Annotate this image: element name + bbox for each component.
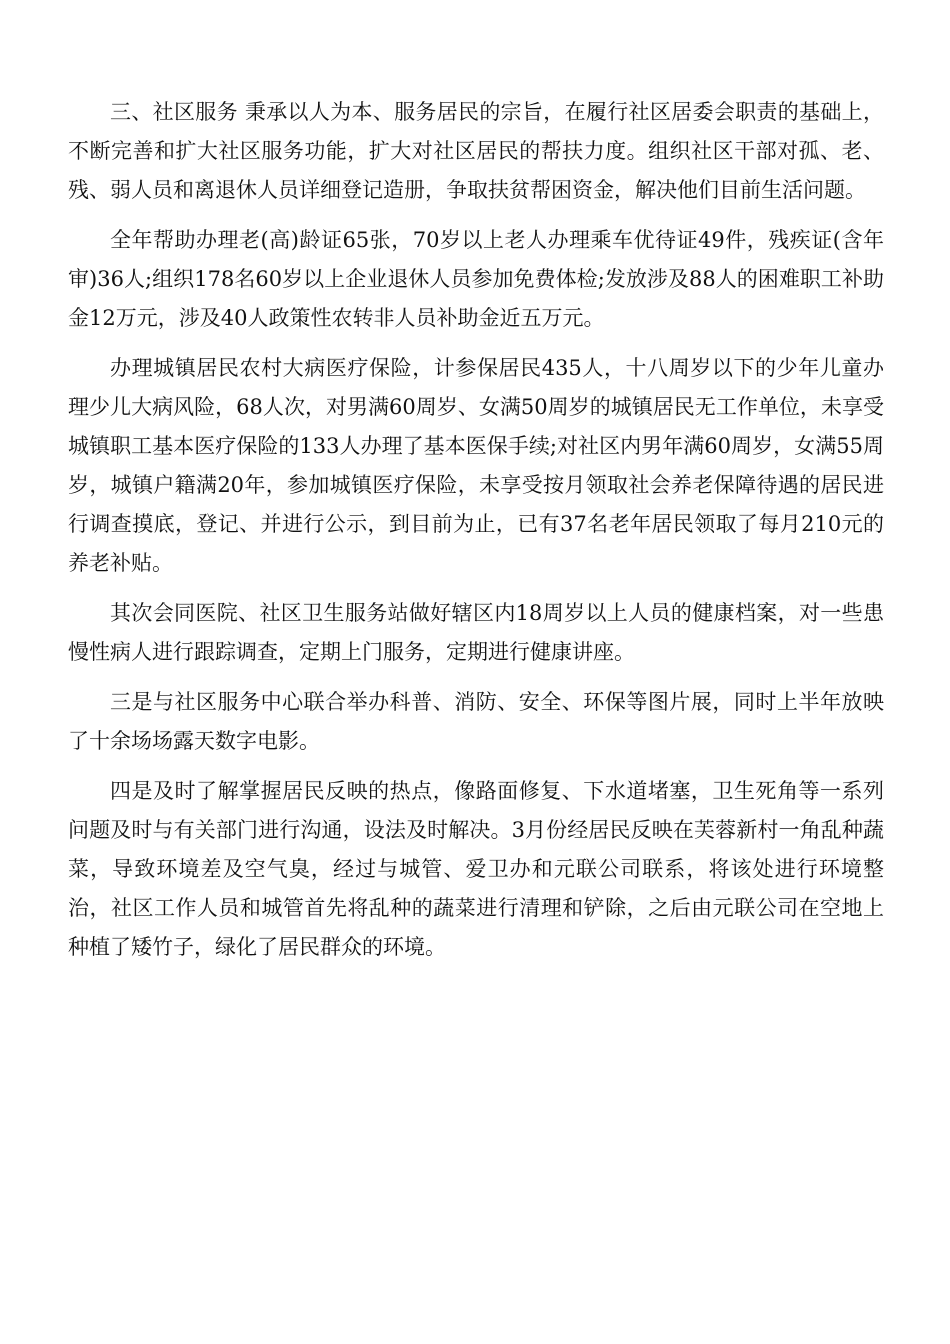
document-body	[68, 93, 884, 978]
paragraph-community-service: 三、社区服务 秉承以人为本、服务居民的宗旨，在履行社区居委会职责的基础上，不断完善和扩大社区服务功能，扩大对社区居民的帮扶力度。组织社区干部对孤、老、残、弱人员和离退休人员详细登记造册，争取扶贫帮困资金，解决他们目前生活问题。	[68, 100, 884, 202]
paragraph-medical-insurance: 办理城镇居民农村大病医疗保险，计参保居民435人，十八周岁以下的少年儿童办理少儿大病风险，68人次，对男满60周岁、女满50周岁的城镇居民无工作单位，未享受城镇职工基本医疗保险的133人办理了基本医保手续;对社区内男年满60周岁，女满55周岁，城镇户籍满20年，参加城镇医疗保险，未享受按月领取社会养老保障待遇的居民进行调查摸底，登记、并进行公示，到目前为止，已有37名老年居民领取了每月210元的养老补贴。	[68, 356, 884, 575]
paragraph-exhibitions-films: 三是与社区服务中心联合举办科普、消防、安全、环保等图片展，同时上半年放映了十余场场露天数字电影。	[68, 690, 884, 753]
paragraph-resident-issues: 四是及时了解掌握居民反映的热点，像路面修复、下水道堵塞，卫生死角等一系列问题及时与有关部门进行沟通，设法及时解决。3月份经居民反映在芙蓉新村一角乱种蔬菜，导致环境差及空气臭，经过与城管、爱卫办和元联公司联系，将该处进行环境整治，社区工作人员和城管首先将乱种的蔬菜进行清理和铲除，之后由元联公司在空地上种植了矮竹子，绿化了居民群众的环境。	[68, 779, 884, 959]
paragraph-health-records: 其次会同医院、社区卫生服务站做好辖区内18周岁以上人员的健康档案，对一些患慢性病人进行跟踪调查，定期上门服务，定期进行健康讲座。	[68, 601, 884, 664]
paragraph-certificates-subsidies: 全年帮助办理老(高)龄证65张，70岁以上老人办理乘车优待证49件，残疾证(含年审)36人;组织178名60岁以上企业退休人员参加免费体检;发放涉及88人的困难职工补助金12万元，涉及40人政策性农转非人员补助金近五万元。	[68, 228, 884, 330]
